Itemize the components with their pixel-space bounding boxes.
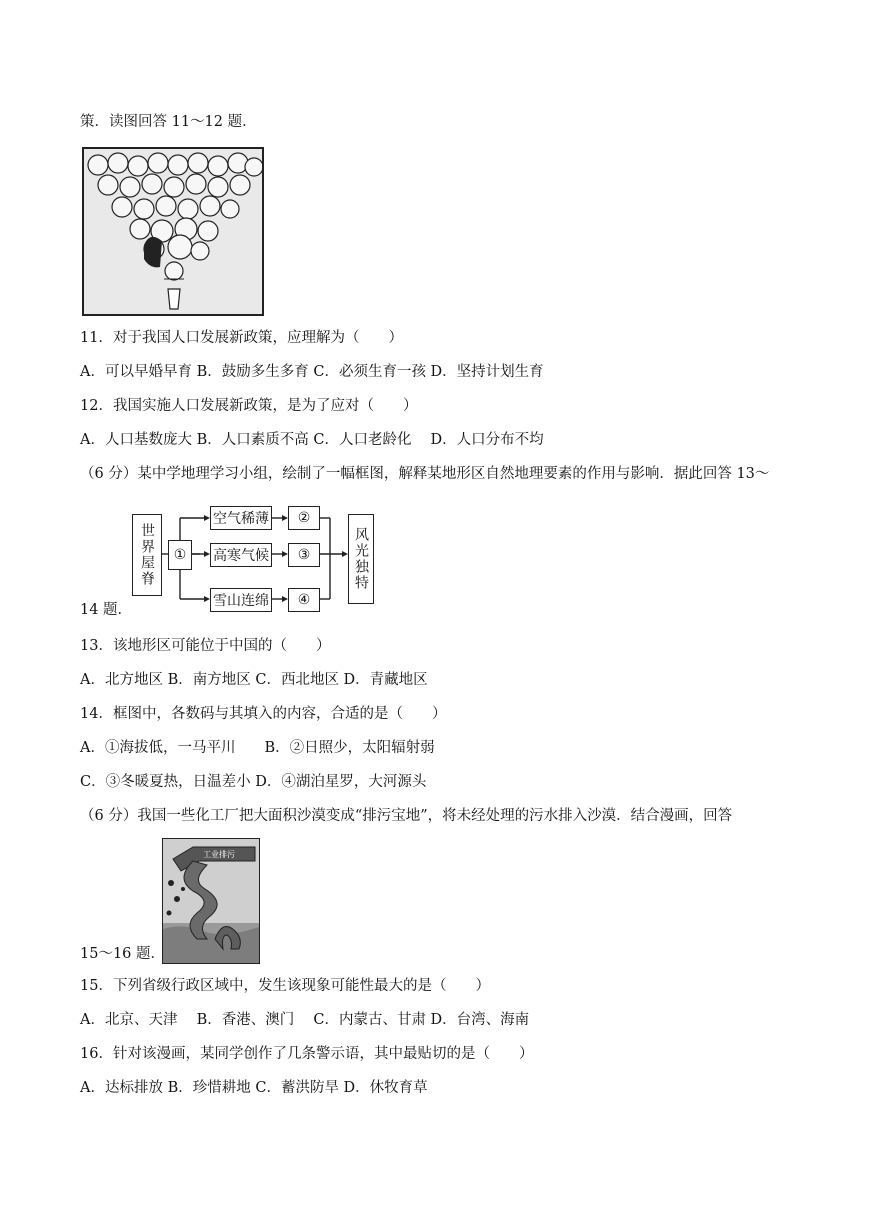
diagram-box-thin-air: 空气稀薄	[210, 506, 272, 530]
population-cartoon-drawing	[84, 149, 262, 314]
population-cartoon	[82, 147, 264, 316]
question-11-options: A．可以早婚早育 B．鼓励多生多育 C．必须生育一孩 D．坚持计划生育	[80, 364, 544, 380]
question-14-options-2: C．③冬暖夏热，日温差小 D．④湖泊星罗，大河源头	[80, 774, 427, 790]
diagram-box-2: ②	[288, 506, 320, 530]
intro-end-text: 策．读图回答 11～12 题．	[80, 114, 257, 130]
question-14: 14．框图中，各数码与其填入的内容，合适的是（ ）	[80, 706, 447, 722]
group3-intro: （6 分）我国一些化工厂把大面积沙漠变成“排污宝地”，将未经处理的污水排入沙漠．结合漫画，回答	[80, 808, 733, 824]
diagram-box-1: ①	[168, 540, 192, 570]
question-15: 15．下列省级行政区域中，发生该现象可能性最大的是（ ）	[80, 978, 490, 994]
group3-tail: 15～16 题．	[80, 946, 166, 962]
pollution-cartoon-label: 工业排污	[203, 850, 235, 859]
question-12: 12．我国实施人口发展新政策，是为了应对（ ）	[80, 398, 418, 414]
question-11: 11．对于我国人口发展新政策，应理解为（ ）	[80, 330, 403, 346]
question-12-options: A．人口基数庞大 B．人口素质不高 C．人口老龄化 D．人口分布不均	[80, 432, 544, 448]
question-16: 16．针对该漫画，某同学创作了几条警示语，其中最贴切的是（ ）	[80, 1046, 534, 1062]
flow-diagram	[130, 498, 375, 610]
diagram-box-world-roof: 世界屋脊	[132, 514, 162, 596]
question-14-options-1: A．①海拔低，一马平川 B．②日照少，太阳辐射弱	[80, 740, 435, 756]
question-15-options: A．北京、天津 B．香港、澳门 C．内蒙古、甘肃 D．台湾、海南	[80, 1012, 530, 1028]
diagram-box-scenery: 风光独特	[348, 514, 374, 604]
pollution-cartoon	[162, 838, 260, 964]
question-16-options: A．达标排放 B．珍惜耕地 C．蓄洪防旱 D．休牧育草	[80, 1080, 428, 1096]
group2-intro: （6 分）某中学地理学习小组，绘制了一幅框图，解释某地形区自然地理要素的作用与影响．据此回答 13～	[80, 466, 770, 482]
question-13-options: A．北方地区 B．南方地区 C．西北地区 D．青藏地区	[80, 672, 428, 688]
diagram-box-cold-climate: 高寒气候	[210, 543, 272, 567]
diagram-box-3: ③	[288, 543, 320, 567]
diagram-box-snow-mountains: 雪山连绵	[210, 588, 272, 612]
question-13: 13．该地形区可能位于中国的（ ）	[80, 638, 331, 654]
group2-tail: 14 题．	[80, 602, 133, 618]
diagram-box-4: ④	[288, 588, 320, 612]
